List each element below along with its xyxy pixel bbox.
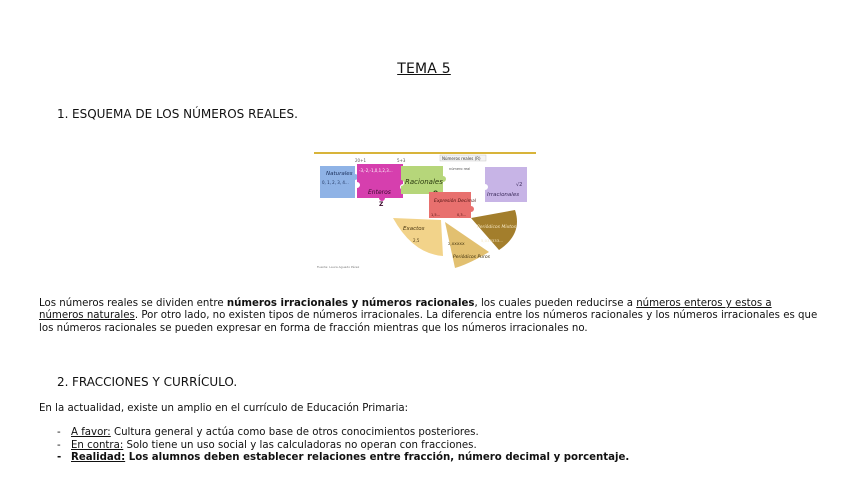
irracionales-label: Irracionales xyxy=(487,192,520,198)
section-2-intro: En la actualidad, existe un amplio en el currículo de Educación Primaria: xyxy=(39,403,409,414)
section-2-heading xyxy=(57,375,237,389)
list-item-text: Los alumnos deben establecer relaciones entre fracción, número decimal y porcentaje. xyxy=(125,452,630,464)
list-item-label: En contra: xyxy=(71,439,124,451)
racionales-label: Racionales xyxy=(405,178,443,186)
paragraph-part-2: , los cuales pueden reducirse a xyxy=(474,298,637,309)
list-item-label: A favor: xyxy=(71,427,111,438)
real-numbers-scheme-figure xyxy=(313,150,538,275)
mixtos-value: 5,033333... xyxy=(481,238,503,243)
mixtos-wedge xyxy=(471,210,517,250)
naturales-values: 0, 1, 2, 3, 4... xyxy=(322,180,349,185)
real-numbers-diagram xyxy=(313,150,538,275)
figure-credit: Fuente: Laura Aguado Pérez xyxy=(317,265,360,269)
mixtos-label: Periódicos Mixtos xyxy=(477,225,517,230)
paragraph-part-3: . Por otro lado, no existen tipos de números irracionales. La diferencia entre los números racionales y los números irracionales es que los números racionales se pueden expresar en forma de fracción mientras que los números irracionales no. xyxy=(39,310,818,334)
gold-top-line xyxy=(314,152,536,154)
list-item-text: Solo tiene un uso social y las calculadoras no operan con fracciones. xyxy=(123,439,477,451)
paragraph-bold-1: números irracionales y números racionales xyxy=(226,298,475,309)
top-note-left: 20+1 xyxy=(355,158,366,163)
list-dash: - xyxy=(57,452,62,464)
section-1-paragraph xyxy=(39,298,819,335)
list-dash: - xyxy=(57,439,61,451)
section-2-heading-text: FRACCIONES Y CURRÍCULO. xyxy=(72,375,238,389)
page-title: TEMA 5 xyxy=(397,61,451,77)
top-note-mid: 5+3 xyxy=(397,158,406,163)
decimal-left: 1,5... xyxy=(431,213,440,217)
enteros-values: -3,-2,-1,0,1,2,3... xyxy=(359,168,393,173)
section-1-number: 1. xyxy=(57,107,69,121)
section-2-list xyxy=(57,427,629,465)
paragraph-underline-1: números enteros y estos a números naturales xyxy=(39,298,772,322)
list-dash: - xyxy=(57,427,61,438)
section-1-heading-text: ESQUEMA DE LOS NÚMEROS REALES. xyxy=(72,107,298,121)
list-item xyxy=(57,452,629,465)
real-label: Números reales (R) xyxy=(442,156,481,161)
sqrt-value: √2 xyxy=(516,182,523,188)
exactos-value: 2,5 xyxy=(413,238,420,243)
section-1-heading xyxy=(57,107,298,121)
exactos-wedge xyxy=(393,218,443,256)
list-item xyxy=(57,427,629,440)
enteros-label: Enteros xyxy=(368,189,391,196)
real-sub: número real xyxy=(449,167,471,171)
list-item-text: Cultura general y actúa como base de otros conocimientos posteriores. xyxy=(110,427,479,438)
decimal-right: 0,3... xyxy=(457,213,466,217)
puros-value: 2,XXXXX xyxy=(448,241,465,246)
section-2-number: 2. xyxy=(57,375,69,389)
list-item-label: Realidad: xyxy=(71,452,126,464)
puros-label: Periódicos Puros xyxy=(453,255,490,260)
decimal-label: Expresión Decimal xyxy=(434,199,476,204)
paragraph-part-1: Los números reales se dividen entre xyxy=(39,298,227,309)
naturales-label: Naturales xyxy=(326,171,353,177)
exactos-label: Exactos xyxy=(403,226,425,232)
enteros-symbol: Z xyxy=(379,201,384,208)
list-item xyxy=(57,440,629,453)
